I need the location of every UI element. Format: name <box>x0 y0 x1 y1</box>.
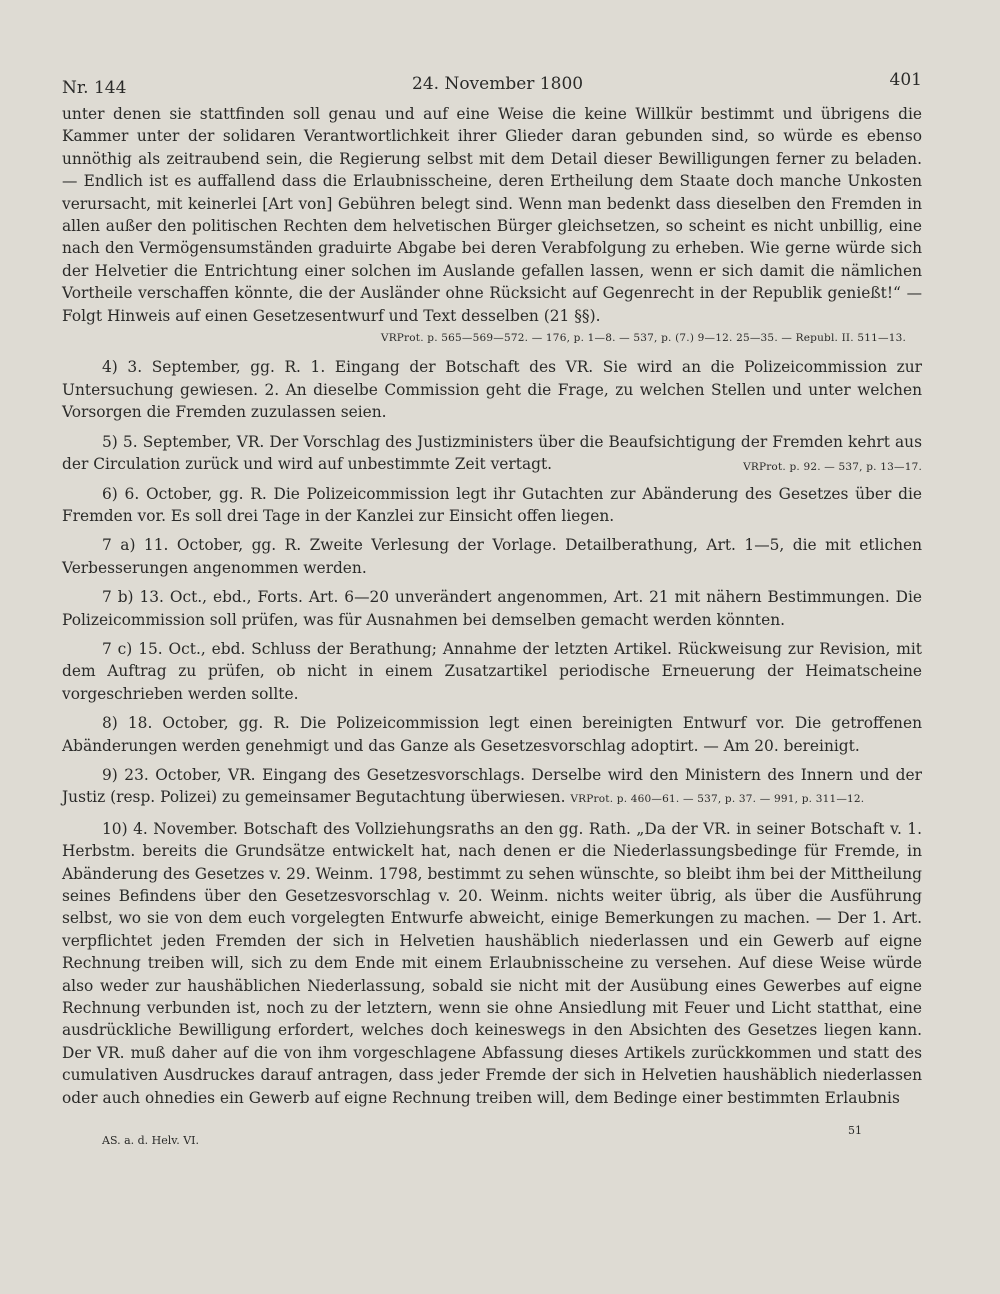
entry-4 <box>62 356 922 423</box>
intro-text: unter denen sie stattfinden soll genau und auf eine Weise die keine Willkür bestimmt und übrigens die Kammer unter der solidaren Verantwortlichkeit ihrer Glieder daran gebunden sind, so würde es ebenso unnöthig als zeitraubend sein, die Regierung selbst mit dem Detail dieser Bewilligungen ferner zu beladen. — Endlich ist es auffallend dass die Erlaubnisscheine, deren Ertheilung dem Staate doch manche Unkosten verursacht, mit keinerlei [Art von] Gebühren belegt sind. Wenn man bedenkt dass dieselben den Fremden in allen außer den politischen Rechten dem helvetischen Bürger gleichsetzen, so scheint es nicht unbillig, eine nach den Vermögensumständen graduirte Abgabe bei deren Verabfolgung zu erheben. Wie gerne würde sich der Helvetier die Entrichtung einer solchen im Auslande gefallen lassen, wenn er sich damit die nämlichen Vortheile verschaffen könnte, die der Ausländer ohne Rücksicht auf Gegenrecht in der Republik genießt!“ — Folgt Hinweis auf einen Gesetzesentwurf und Text desselben (21 §§). <box>62 105 922 325</box>
page-header <box>62 70 922 100</box>
page-footer <box>62 1124 922 1164</box>
intro-paragraph <box>62 103 922 349</box>
intro-reference: VRProt. p. 565—569—572. — 176, p. 1—8. — 537, p. (7.) 9—12. 25—35. — Republ. II. 511—13. <box>380 332 906 345</box>
entry-7c <box>62 638 922 705</box>
entry-text: 8) 18. October, gg. R. Die Polizeicommission legt einen bereinigten Entwurf vor. Die getroffenen Abänderungen werden genehmigt und das Ganze als Gesetzesvorschlag adoptirt. — Am 20. bereinigt. <box>62 714 922 755</box>
page-number: 401 <box>889 70 922 90</box>
document-number: Nr. 144 <box>62 78 127 98</box>
entry-text: 7 b) 13. Oct., ebd., Forts. Art. 6—20 unverändert angenommen, Art. 21 mit nähern Bestimmungen. Die Polizeicommission soll prüfen, was für Ausnahmen bei demselben gemacht werden könnten. <box>62 588 922 629</box>
entry-text: 6) 6. October, gg. R. Die Polizeicommission legt ihr Gutachten zur Abänderung des Gesetzes über die Fremden vor. Es soll drei Tage in der Kanzlei zur Einsicht offen liegen. <box>62 484 922 525</box>
entry-7b <box>62 586 922 631</box>
entry-text: 7 a) 11. October, gg. R. Zweite Verlesung der Vorlage. Detailberathung, Art. 1—5, die mit etlichen Verbesserungen angenommen werden. <box>62 536 922 577</box>
entry-text: 5) 5. September, VR. Der Vorschlag des Justizministers über die Beaufsichtigung der Fremden kehrt aus der Circulation zurück und wird auf unbestimmte Zeit vertagt. <box>62 432 922 474</box>
entry-text: 4) 3. September, gg. R. 1. Eingang der Botschaft des VR. Sie wird an die Polizeicommission zur Untersuchung gewiesen. 2. An dieselbe Commission geht die Frage, zu welchen Stellen und unter welchen Vorsorgen die Fremden zuzulassen seien. <box>62 358 922 422</box>
entry-9 <box>62 764 922 811</box>
entry-8 <box>62 712 922 757</box>
entry-6 <box>62 483 922 528</box>
entry-text: 10) 4. November. Botschaft des Vollziehungsraths an den gg. Rath. „Da der VR. in seiner Botschaft v. 1. Herbstm. bereits die Grundsätze entwickelt hat, nach denen er die Niederlassungsbedinge für Fremde, in Abänderung des Gesetzes v. 29. Weinm. 1798, bestimmt zu sehen wünschte, so bleibt ihm bei der Mittheilung seines Befindens über den Gesetzesvorschlag v. 20. Weinm. nichts weiter übrig, als über die Ausführung selbst, wo sie von dem euch vorgelegten Entwurfe abweicht, einige Bemerkungen zu machen. — Der 1. Art. verpflichtet jeden Fremden der sich in Helvetien haushäblich niederlassen und ein Gewerb auf eigne Rechnung treiben will, sich zu dem Ende mit einem Erlaubnisscheine zu versehen. Auf diese Weise würde also weder zur haushäblichen Niederlassung, sobald sie nicht mit der Ausübung eines Gewerbes auf eigne Rechnung verbunden ist, noch zu der letztern, wenn sie ohne Ansiedlung mit Feuer und Licht statthat, eine ausdrückliche Bewilligung erfordert, welches doch keineswegs in den Absichten des Gesetzes liegen kann. Der VR. muß daher auf die von ihm vorgeschlagene Abfassung dieses Artikels zurückkommen und statt des cumulativen Ausdruckes darauf antragen, dass jeder Fremde der sich in Helvetien haushäblich niederlassen oder auch ohnedies ein Gewerb auf eigne Rechnung treiben will, dem Bedinge einer bestimmten Erlaubnis <box>62 819 922 1107</box>
document-date: 24. November 1800 <box>412 74 584 94</box>
entry-7a <box>62 534 922 579</box>
signature-mark: 51 <box>848 1124 862 1137</box>
entry-10 <box>62 818 922 1109</box>
entry-text: 9) 23. October, VR. Eingang des Gesetzesvorschlags. Derselbe wird den Ministern des Innern und der Justiz (resp. Polizei) zu gemeinsamer Begutachtung überwiesen. <box>62 765 922 807</box>
entry-5 <box>62 431 922 476</box>
document-body <box>62 103 922 1109</box>
series-title: AS. a. d. Helv. VI. <box>102 1134 199 1147</box>
entry-reference: VRProt. p. 460—61. — 537, p. 37. — 991, p. 311—12. <box>570 793 865 806</box>
entry-text: 7 c) 15. Oct., ebd. Schluss der Berathung; Annahme der letzten Artikel. Rückweisung zur Revision, mit dem Auftrag zu prüfen, ob nicht in einem Zusatzartikel periodische Erneuerung der Heimatscheine vorgeschrieben werden sollte. <box>62 639 922 703</box>
entry-reference: VRProt. p. 92. — 537, p. 13—17. <box>743 461 922 474</box>
